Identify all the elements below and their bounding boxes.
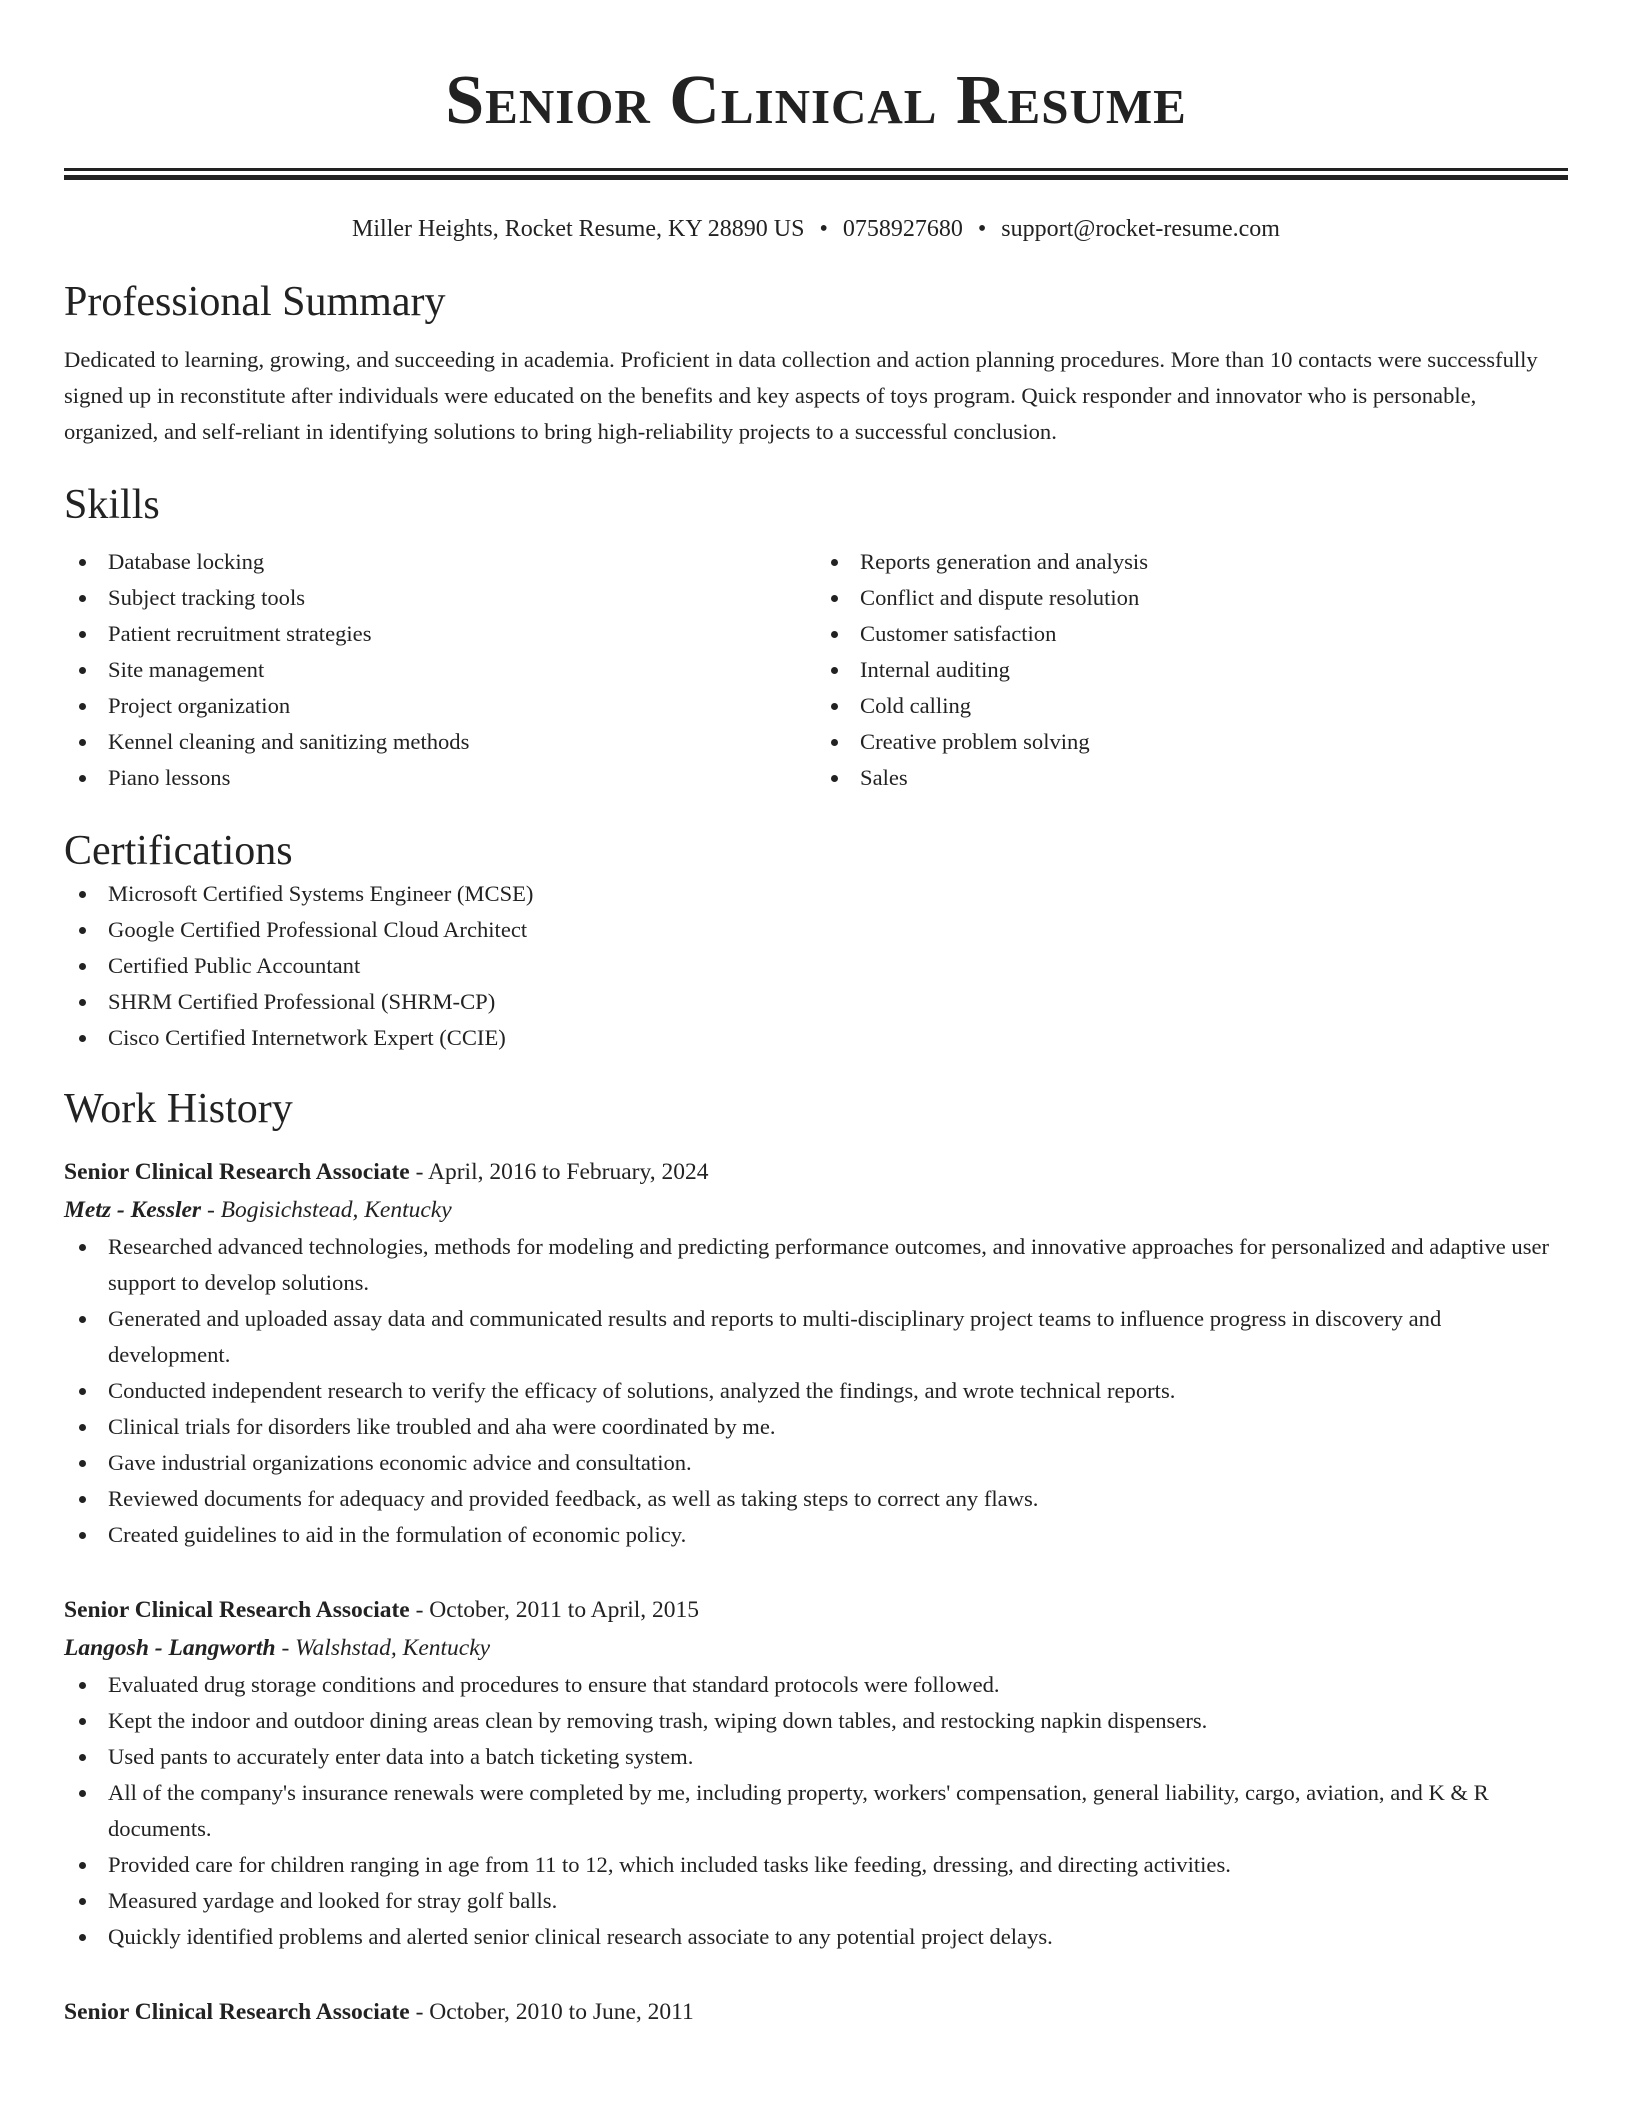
job-dates: - October, 2011 to April, 2015: [409, 1596, 700, 1623]
bullet-icon: [831, 739, 838, 746]
job-duty-item: Reviewed documents for adequacy and provided feedback, as well as taking steps to correct any flaws.: [64, 1481, 1568, 1517]
skill-item: Project organization: [64, 688, 816, 724]
job-duty-item: Gave industrial organizations economic advice and consultation.: [64, 1445, 1568, 1481]
certification-item: Certified Public Accountant: [64, 948, 1568, 984]
job-duty-item: Measured yardage and looked for stray golf balls.: [64, 1883, 1568, 1919]
bullet-icon: [831, 703, 838, 710]
bullet-icon: [79, 703, 86, 710]
job-organization: [64, 1191, 1568, 1229]
bullet-icon: [79, 559, 86, 566]
bullet-icon: [831, 559, 838, 566]
bullet-icon: [79, 1388, 86, 1395]
job-duty-item: Kept the indoor and outdoor dining areas clean by removing trash, wiping down tables, and restocking napkin dispensers.: [64, 1703, 1568, 1739]
bullet-icon: [79, 739, 86, 746]
skills-list-left: [64, 544, 816, 796]
job-duty-item: Conducted independent research to verify the efficacy of solutions, analyzed the findings, and wrote technical reports.: [64, 1373, 1568, 1409]
work-history-heading: Work History: [64, 1086, 293, 1133]
bullet-icon: [831, 595, 838, 602]
certification-item: Cisco Certified Internetwork Expert (CCIE): [64, 1020, 1568, 1056]
certification-item: SHRM Certified Professional (SHRM-CP): [64, 984, 1568, 1020]
job-duty-item: Researched advanced technologies, methods for modeling and predicting performance outcomes, and innovative approaches for personalized and adaptive user support to develop solutions.: [64, 1229, 1568, 1301]
skill-item: Internal auditing: [816, 652, 1568, 688]
certifications-heading: Certifications: [64, 827, 293, 874]
skills-heading: Skills: [64, 481, 160, 528]
bullet-icon: [79, 1532, 86, 1539]
job-company: Langosh - Langworth: [64, 1634, 276, 1661]
contact-line: [64, 214, 1568, 245]
bullet-icon: [79, 891, 86, 898]
contact-phone: 0758927680: [842, 216, 963, 242]
resume-title: Senior Clinical Resume: [445, 62, 1187, 139]
job-duty-item: Generated and uploaded assay data and communicated results and reports to multi-disciplinary project teams to influence progress in discovery and development.: [64, 1301, 1568, 1373]
bullet-icon: [79, 963, 86, 970]
bullet-icon: [79, 1862, 86, 1869]
bullet-icon: [79, 775, 86, 782]
job-duty-item: Quickly identified problems and alerted senior clinical research associate to any potential project delays.: [64, 1919, 1568, 1955]
job-header: [64, 1153, 1568, 1191]
skills-list-right: [816, 544, 1568, 796]
skills-column-right: [816, 544, 1568, 796]
skill-item: Reports generation and analysis: [816, 544, 1568, 580]
certification-item: Google Certified Professional Cloud Architect: [64, 912, 1568, 948]
bullet-icon: [79, 927, 86, 934]
contact-separator: •: [977, 216, 987, 242]
bullet-icon: [79, 631, 86, 638]
bullet-icon: [831, 667, 838, 674]
job-location: - Bogisichstead, Kentucky: [201, 1196, 452, 1223]
job-entry: [64, 1591, 1568, 1955]
bullet-icon: [79, 1898, 86, 1905]
skills-grid: [64, 544, 1568, 796]
job-header: [64, 1993, 1568, 2031]
summary-heading: Professional Summary: [64, 279, 446, 326]
bullet-icon: [79, 1790, 86, 1797]
skill-item: Conflict and dispute resolution: [816, 580, 1568, 616]
bullet-icon: [831, 631, 838, 638]
certifications-list: [64, 876, 1568, 1056]
title-double-rule: [64, 168, 1568, 180]
bullet-icon: [79, 1244, 86, 1251]
job-location: - Walshstad, Kentucky: [275, 1634, 491, 1661]
job-company: Metz - Kessler: [64, 1196, 202, 1223]
skill-item: Patient recruitment strategies: [64, 616, 816, 652]
bullet-icon: [79, 595, 86, 602]
skill-item: Cold calling: [816, 688, 1568, 724]
job-dates: - October, 2010 to June, 2011: [409, 1998, 694, 2025]
skill-item: Sales: [816, 760, 1568, 796]
skill-item: Customer satisfaction: [816, 616, 1568, 652]
bullet-icon: [79, 1460, 86, 1467]
job-header: [64, 1591, 1568, 1629]
contact-address: Miller Heights, Rocket Resume, KY 28890 US: [352, 216, 805, 242]
job-duty-item: Provided care for children ranging in age from 11 to 12, which included tasks like feeding, dressing, and directing activities.: [64, 1847, 1568, 1883]
bullet-icon: [79, 1496, 86, 1503]
bullet-icon: [79, 1035, 86, 1042]
skill-item: Piano lessons: [64, 760, 816, 796]
bullet-icon: [79, 1718, 86, 1725]
job-duties-list: [64, 1667, 1568, 1955]
bullet-icon: [831, 775, 838, 782]
skill-item: Kennel cleaning and sanitizing methods: [64, 724, 816, 760]
job-duty-item: Created guidelines to aid in the formulation of economic policy.: [64, 1517, 1568, 1553]
certification-item: Microsoft Certified Systems Engineer (MCSE): [64, 876, 1568, 912]
skill-item: Creative problem solving: [816, 724, 1568, 760]
contact-separator: •: [819, 216, 828, 242]
skill-item: Database locking: [64, 544, 816, 580]
skills-column-left: [64, 544, 816, 796]
job-duties-list: [64, 1229, 1568, 1553]
job-role: Senior Clinical Research Associate: [64, 1998, 410, 2025]
bullet-icon: [79, 1682, 86, 1689]
skill-item: Site management: [64, 652, 816, 688]
bullet-icon: [79, 1754, 86, 1761]
contact-email: support@rocket-resume.com: [1001, 216, 1280, 242]
skill-item: Subject tracking tools: [64, 580, 816, 616]
job-entry: [64, 1153, 1568, 1553]
bullet-icon: [79, 999, 86, 1006]
job-role: Senior Clinical Research Associate: [64, 1158, 410, 1185]
job-duty-item: Clinical trials for disorders like troubled and aha were coordinated by me.: [64, 1409, 1568, 1445]
bullet-icon: [79, 667, 86, 674]
bullet-icon: [79, 1316, 86, 1323]
summary-text: Dedicated to learning, growing, and succeeding in academia. Proficient in data collection and action planning procedures. More than 10 contacts were successfully signed up in reconstitute after individuals were educated on the benefits and key aspects of toys program. Quick responder and innovator who is personable, organized, and self-reliant in identifying solutions to bring high-reliability projects to a successful conclusion.: [64, 346, 1538, 444]
job-role: Senior Clinical Research Associate: [64, 1596, 410, 1623]
job-organization: [64, 1629, 1568, 1667]
job-duty-item: All of the company's insurance renewals were completed by me, including property, workers' compensation, general liability, cargo, aviation, and K & R documents.: [64, 1775, 1568, 1847]
job-duty-item: Evaluated drug storage conditions and procedures to ensure that standard protocols were followed.: [64, 1667, 1568, 1703]
job-duty-item: Used pants to accurately enter data into a batch ticketing system.: [64, 1739, 1568, 1775]
job-entry: [64, 1993, 1568, 2031]
job-dates: - April, 2016 to February, 2024: [409, 1158, 709, 1185]
bullet-icon: [79, 1424, 86, 1431]
bullet-icon: [79, 1934, 86, 1941]
